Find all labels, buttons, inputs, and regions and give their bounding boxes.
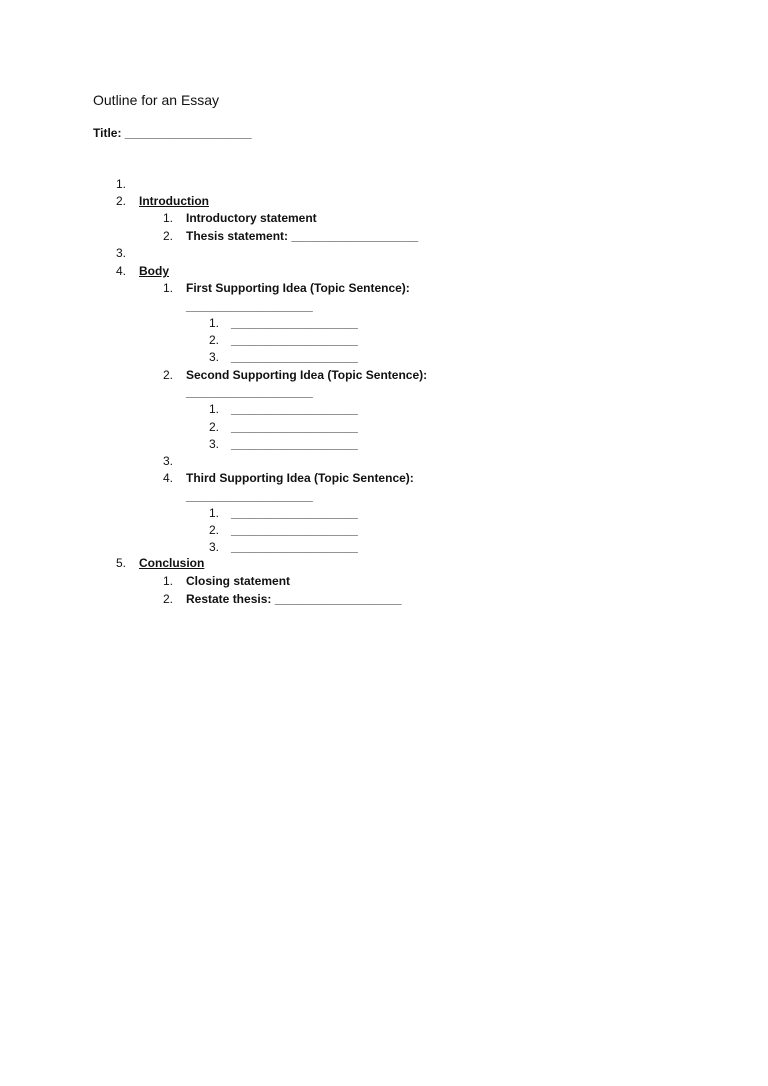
outline-number: 2. <box>162 368 173 382</box>
section-heading-body: Body <box>139 264 169 278</box>
outline-number: 1. <box>115 177 126 191</box>
blank-line: ___________________ <box>231 316 358 330</box>
outline-number: 2. <box>208 333 219 347</box>
outline-number: 1. <box>208 402 219 416</box>
outline-number: 3. <box>162 454 173 468</box>
first-supporting-idea-label: First Supporting Idea (Topic Sentence): <box>186 281 410 295</box>
blank-line: ___________________ <box>186 299 313 313</box>
blank-line: ___________________ <box>231 402 358 416</box>
closing-statement-label: Closing statement <box>186 574 291 588</box>
blank-line: ___________________ <box>186 385 313 399</box>
outline-number: 2. <box>115 194 126 208</box>
section-heading-conclusion: Conclusion <box>139 556 205 570</box>
thesis-statement-label: Thesis statement: ___________________ <box>186 229 419 243</box>
outline-number: 1. <box>162 211 173 225</box>
outline-number: 4. <box>162 471 173 485</box>
outline-number: 1. <box>208 506 219 520</box>
outline-number: 3. <box>208 350 219 364</box>
outline-number: 4. <box>115 264 126 278</box>
third-supporting-idea-label: Third Supporting Idea (Topic Sentence): <box>186 471 414 485</box>
outline-number: 2. <box>162 229 173 243</box>
outline-number: 2. <box>208 523 219 537</box>
restate-thesis-label: Restate thesis: ___________________ <box>186 592 402 606</box>
outline-number: 3. <box>208 437 219 451</box>
outline-number: 1. <box>208 316 219 330</box>
outline-number: 1. <box>162 281 173 295</box>
introductory-statement-label: Introductory statement <box>186 211 317 225</box>
blank-line: ___________________ <box>231 333 358 347</box>
outline-number: 3. <box>208 540 219 554</box>
title-field: Title: ___________________ <box>93 126 252 140</box>
document-heading: Outline for an Essay <box>93 92 220 108</box>
outline-number: 2. <box>208 420 219 434</box>
blank-line: ___________________ <box>231 506 358 520</box>
outline-number: 5. <box>115 556 126 570</box>
blank-line: ___________________ <box>186 489 313 503</box>
blank-line: ___________________ <box>231 523 358 537</box>
outline-number: 1. <box>162 574 173 588</box>
blank-line: ___________________ <box>231 540 358 554</box>
outline-number: 3. <box>115 246 126 260</box>
outline-number: 2. <box>162 592 173 606</box>
section-heading-introduction: Introduction <box>139 194 209 208</box>
blank-line: ___________________ <box>231 420 358 434</box>
blank-line: ___________________ <box>231 437 358 451</box>
second-supporting-idea-label: Second Supporting Idea (Topic Sentence): <box>186 368 428 382</box>
blank-line: ___________________ <box>231 350 358 364</box>
